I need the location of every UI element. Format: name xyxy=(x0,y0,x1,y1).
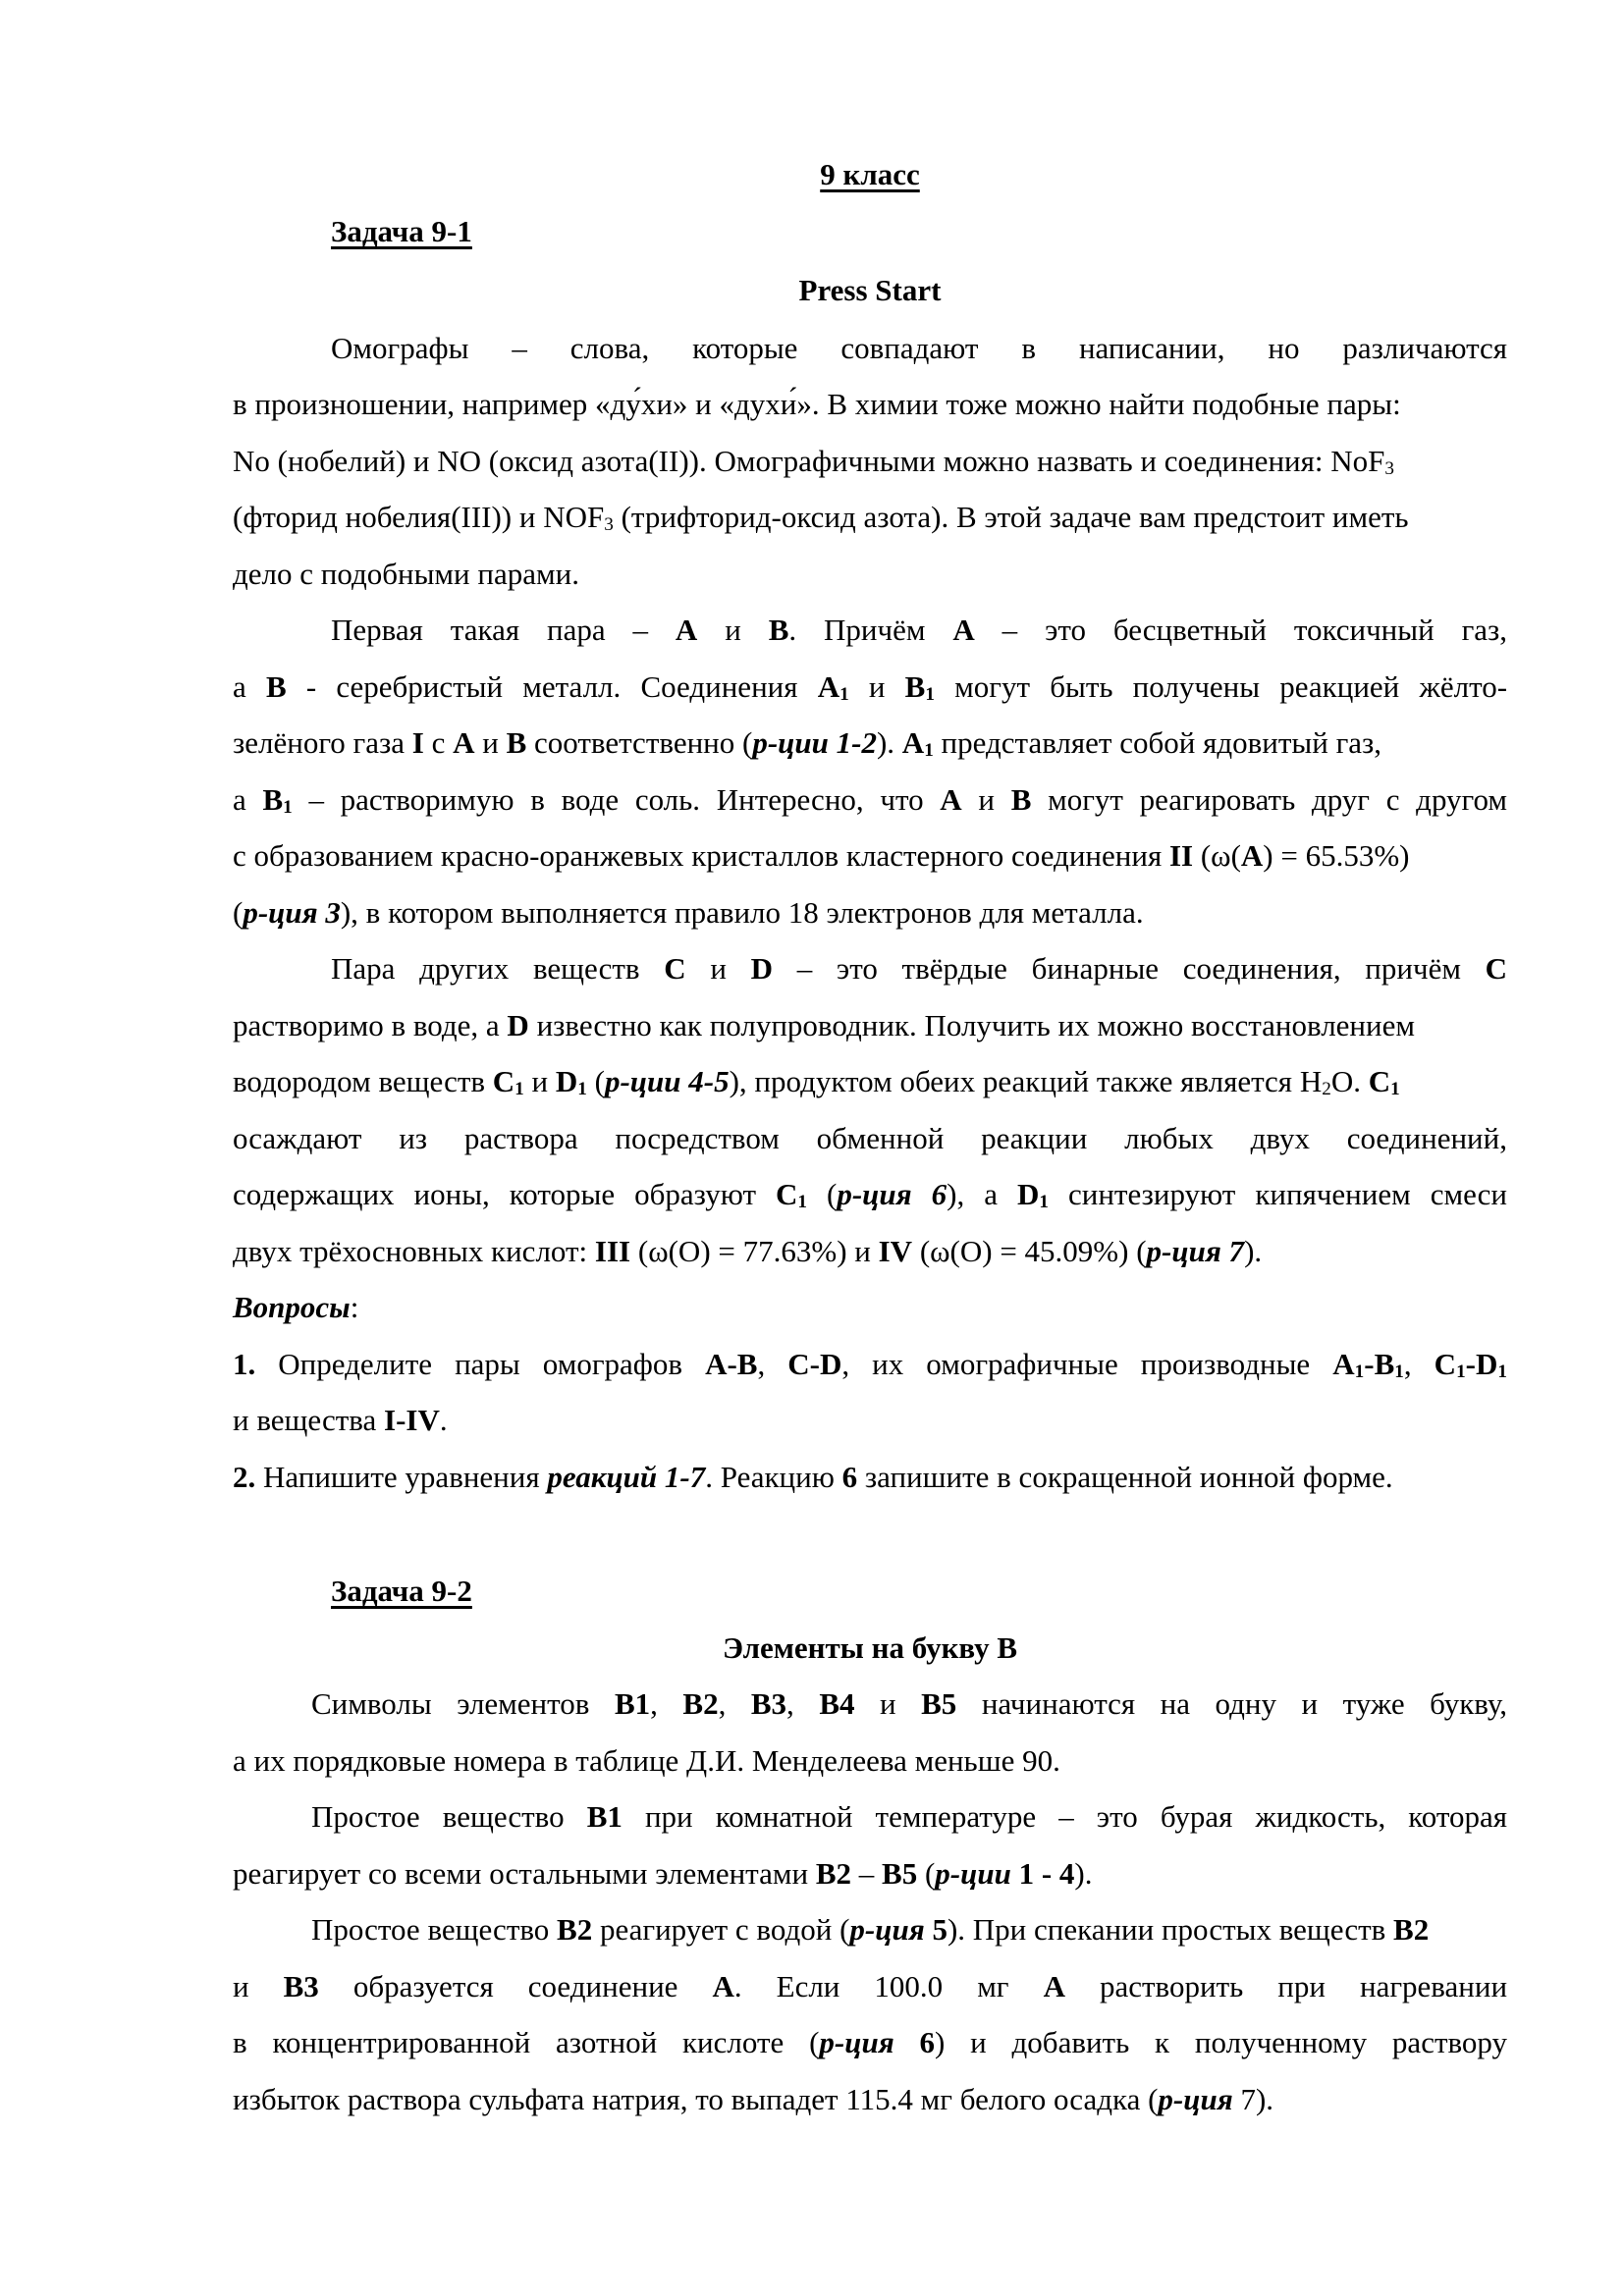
paragraph-line: и B3 образуется соединение A. Если 100.0 мг A растворить при нагревании xyxy=(233,1969,1508,2003)
question-2: 2. Напишите уравнения реакций 1-7. Реакцию 6 запишите в сокращенной ионной форме. xyxy=(233,1460,1393,1494)
problem-9-2-label: Задача 9-2 xyxy=(331,1574,472,1608)
paragraph-line: Омографы – слова, которые совпадают в написании, но различаются xyxy=(331,331,1508,365)
paragraph-line: Простое вещество B2 реагирует с водой (р-ция 5). При спекании простых веществ B2 xyxy=(311,1912,1430,1947)
paragraph-line: водородом веществ $C_1$ и $D_1$ (р-ции 4-5), продуктом обеих реакций также является $H_2O$. $C_1$ xyxy=(233,1064,1400,1099)
paragraph-line: в концентрированной азотной кислоте (р-ция 6) и добавить к полученному раствору xyxy=(233,2025,1508,2059)
paragraph-line: дело с подобными парами. xyxy=(233,557,579,591)
paragraph-line: содержащих ионы, которые образуют $C_1$ (р-ция 6), а $D_1$ синтезируют кипячением смеси xyxy=(233,1177,1507,1212)
paragraph-line: избыток раствора сульфата натрия, то выпадет 115.4 мг белого осадка (р-ция 7). xyxy=(233,2082,1274,2116)
question-1: 1. Определите пары омографов A-B, C-D, их омографичные производные $A_1-B_1$, $C_1-D_1$ xyxy=(233,1347,1507,1382)
paragraph-line: в произношении, например «ду́хи» и «духи́». В химии тоже можно найти подобные пары: xyxy=(233,387,1401,421)
paragraph-line: (р-ция 3), в котором выполняется правило 18 электронов для металла. xyxy=(233,895,1144,930)
paragraph-line: Символы элементов B1, B2, B3, B4 и B5 начинаются на одну и туже букву, xyxy=(311,1686,1508,1721)
paragraph-line: осаждают из раствора посредством обменной реакции любых двух соединений, xyxy=(233,1121,1507,1155)
paragraph-line: No (нобелий) и NO (оксид азота(II)). Омографичными можно назвать и соединения: NoF$_3$ xyxy=(233,444,1394,479)
paragraph-line: с образованием красно-оранжевых кристаллов кластерного соединения II (ω(A) = 65.53%) xyxy=(233,838,1410,873)
grade-title: 9 класс xyxy=(820,157,920,191)
paragraph-line: а их порядковые номера в таблице Д.И. Менделеева меньше 90. xyxy=(233,1743,1060,1778)
paragraph-line: Простое вещество B1 при комнатной температуре – это бурая жидкость, которая xyxy=(311,1799,1508,1834)
paragraph-line: растворимо в воде, а D известно как полупроводник. Получить их можно восстановлением xyxy=(233,1008,1415,1042)
paragraph-line: Пара других веществ C и D – это твёрдые бинарные соединения, причём C xyxy=(331,951,1508,986)
problem-9-1-title: Press Start xyxy=(798,273,942,307)
question-1-cont: и вещества I-IV. xyxy=(233,1403,448,1437)
questions-label: Вопросы: xyxy=(233,1290,359,1324)
paragraph-line: а $B_1$ – растворимую в воде соль. Интересно, что A и B могут реагировать друг с другом xyxy=(233,782,1508,818)
paragraph-line: а B - серебристый металл. Соединения $A_1$ и $B_1$ могут быть получены реакцией жёлто- xyxy=(233,669,1508,705)
paragraph-line: Первая такая пара – A и B. Причём A – это бесцветный токсичный газ, xyxy=(331,613,1508,647)
problem-9-2-title: Элементы на букву B xyxy=(722,1630,1018,1665)
paragraph-line: (фторид нобелия(III)) и $NOF_3$ (трифторид-оксид азота). В этой задаче вам предстоит иметь xyxy=(233,500,1409,535)
problem-9-1-label: Задача 9-1 xyxy=(331,214,472,248)
paragraph-line: двух трёхосновных кислот: III (ω(O) = 77.63%) и IV (ω(O) = 45.09%) (р-ция 7). xyxy=(233,1234,1263,1268)
paragraph-line: реагирует со всеми остальными элементами B2 – B5 (р-ции 1 - 4). xyxy=(233,1856,1093,1891)
paragraph-line: зелёного газа I с A и B соответственно (р-ции 1-2). $A_1$ представляет собой ядовитый газ, xyxy=(233,725,1382,761)
